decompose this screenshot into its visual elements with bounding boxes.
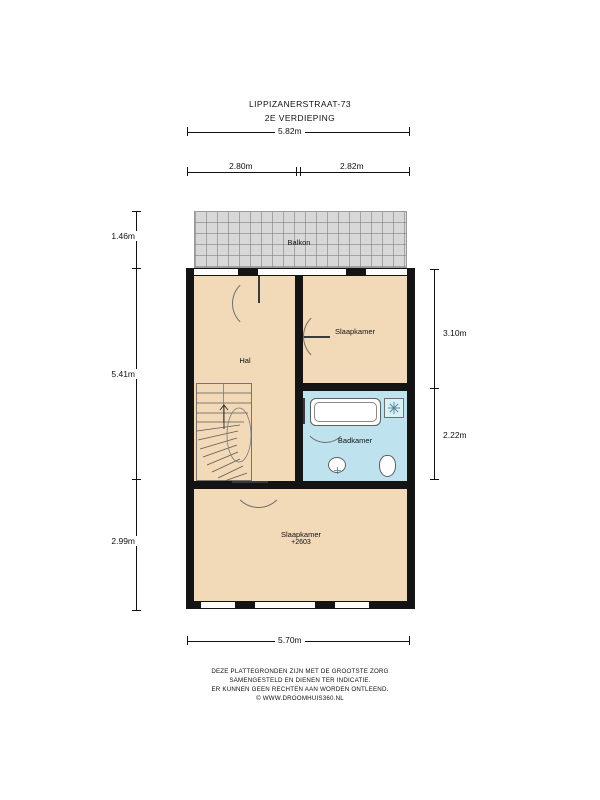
- room-label-balkon: Balkon: [287, 238, 311, 247]
- dim-tick: [430, 479, 439, 480]
- dim-tick: [187, 167, 188, 176]
- dim-left-bottom: 2.99m: [20, 536, 138, 546]
- room-label-hal: Hal: [239, 356, 251, 365]
- dim-line-left: [136, 211, 137, 610]
- wall-interior-horizontal-bath: [295, 383, 407, 391]
- dim-tick: [132, 268, 141, 269]
- footer-line-3: ER KUNNEN GEEN RECHTEN AAN WORDEN ONTLEEND.: [211, 686, 389, 693]
- page-title: LIPPIZANERSTRAAT-73: [249, 99, 351, 109]
- window-bottom-left: [201, 601, 235, 609]
- dim-top-total: 5.82m: [275, 126, 305, 136]
- footer-line-2: SAMENGESTELD EN DIENEN TER INDICATIE.: [229, 677, 371, 684]
- dim-tick: [296, 167, 297, 176]
- footer-line-1: DEZE PLATTEGRONDEN ZIJN MET DE GROOTSTE ZORG: [211, 668, 389, 675]
- window-bottom-right: [335, 601, 369, 609]
- floor-subtitle: 2E VERDIEPING: [264, 113, 336, 123]
- window-bottom-center: [255, 601, 315, 609]
- dim-tick: [409, 167, 410, 176]
- dim-tick: [430, 269, 439, 270]
- staircase: [196, 383, 252, 481]
- door-arc-hal-top: [232, 277, 285, 330]
- dim-tick: [187, 127, 188, 136]
- dim-line-top-split: [187, 172, 409, 173]
- dim-left-middle: 5.41m: [20, 369, 138, 379]
- toilet-icon: [379, 455, 396, 477]
- room-label-text: Slaapkamer: [280, 530, 322, 539]
- dim-top-right: 2.82m: [337, 161, 367, 171]
- dim-line-right: [434, 269, 435, 479]
- room-label-slaapkamer-onder: [251, 530, 351, 546]
- sink-tap-icon: [334, 461, 341, 468]
- dim-tick: [409, 127, 410, 136]
- dim-tick: [132, 211, 141, 212]
- window-top-right: [366, 268, 407, 276]
- room-label-badkamer: Badkamer: [337, 436, 373, 445]
- dim-tick: [430, 388, 439, 389]
- wall-interior-horizontal-lower: [194, 481, 407, 489]
- footer-copyright: © WWW.DROOMHUIS360.NL: [256, 695, 344, 702]
- dim-tick: [132, 610, 141, 611]
- window-top-left: [194, 268, 238, 276]
- wall-left: [186, 268, 194, 609]
- bathtub-icon: [310, 398, 381, 426]
- dim-tick: [187, 636, 188, 645]
- dim-right-top: 3.10m: [440, 328, 470, 338]
- room-label-slaapkamer-boven: Slaapkamer: [334, 327, 376, 336]
- room-label-code: +2603: [291, 539, 311, 546]
- dim-bottom-total: 5.70m: [275, 635, 305, 645]
- window-top-center: [258, 268, 346, 276]
- dim-tick: [409, 636, 410, 645]
- dim-tick: [132, 479, 141, 480]
- wall-right: [407, 268, 415, 609]
- dim-top-left: 2.80m: [226, 161, 256, 171]
- dim-right-bottom: 2.22m: [440, 430, 470, 440]
- shower-drain-icon: [386, 400, 402, 416]
- door-arc-bedroom-upper: [303, 310, 356, 363]
- dim-left-top: 1.46m: [20, 231, 138, 241]
- dim-tick: [300, 167, 301, 176]
